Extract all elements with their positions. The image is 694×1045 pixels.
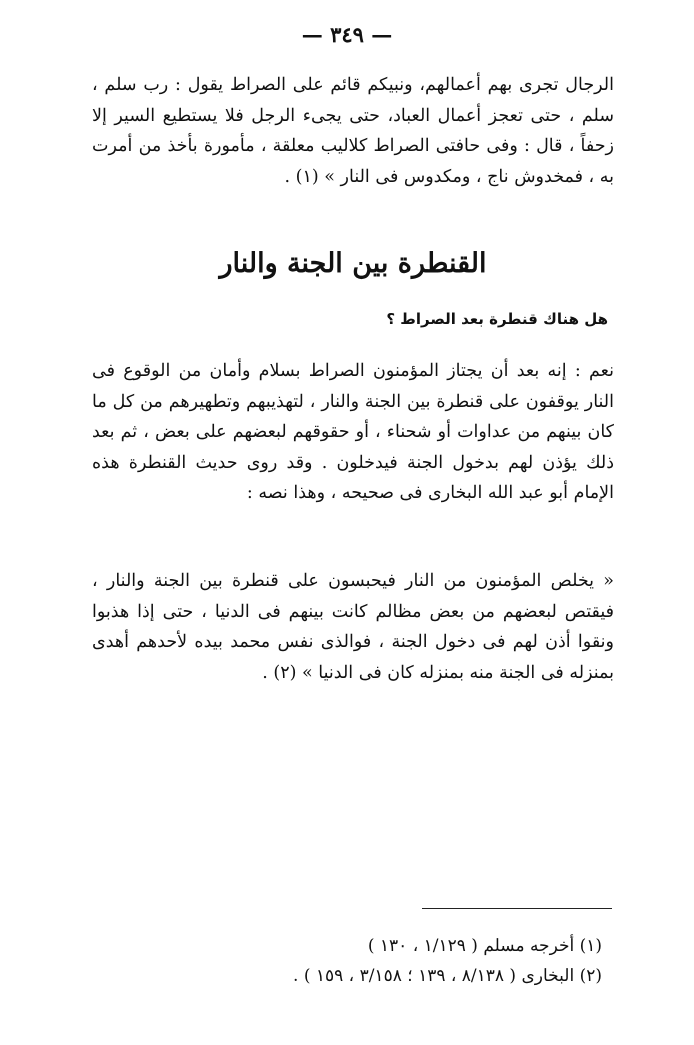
footnote-2: (٢) البخارى ( ٨/١٣٨ ، ١٣٩ ؛ ٣/١٥٨ ، ١٥٩ ) . (293, 966, 602, 986)
footnote-separator (422, 908, 612, 909)
footnote-1: (١) أخرجه مسلم ( ١/١٢٩ ، ١٣٠ ) (367, 936, 602, 956)
page-number: — ٣٤٩ — (301, 22, 393, 47)
question-heading: هل هناك قنطرة بعد الصراط ؟ (386, 310, 608, 328)
paragraph-bukhari-hadith: « يخلص المؤمنون من النار فيحبسون على قنطرة بين الجنة والنار ، فيقتص لبعضهم من بعض مظالم كانت بينهم فى الدنيا ، حتى إذا هذبوا ونقوا أذن لهم فى دخول الجنة ، فوالذى نفس محمد بيده لأحدهم أهدى بمنزله فى الجنة منه بمنزله كان فى الدنيا » (٢) . (92, 571, 614, 683)
paragraph-sirat-hadith-end: الرجال تجرى بهم أعمالهم، ونبيكم قائم على الصراط يقول : رب سلم ، سلم ، حتى تعجز أعمال العباد، حتى يجىء الرجل فلا يستطيع السير إلا زحفاً ، قال : وفى حافتى الصراط كلاليب معلقة ، مأمورة بأخذ من أمرت به ، فمخدوش ناج ، ومكدوس فى النار » (١) . (92, 75, 614, 187)
section-title: القنطرة بين الجنة والنار (219, 248, 487, 279)
paragraph-answer: نعم : إنه بعد أن يجتاز المؤمنون الصراط بسلام وأمان من الوقوع فى النار يوقفون على قنطرة بين الجنة والنار ، لتهذيبهم وتطهيرهم من كل ما كان بينهم من عداوات أو شحناء ، أو حقوقهم لبعضهم على بعض ، ثم بعد ذلك يؤذن لهم بدخول الجنة فيدخلون . وقد روى حديث القنطرة هذه الإمام أبو عبد الله البخارى فى صحيحه ، وهذا نصه : (92, 361, 614, 503)
